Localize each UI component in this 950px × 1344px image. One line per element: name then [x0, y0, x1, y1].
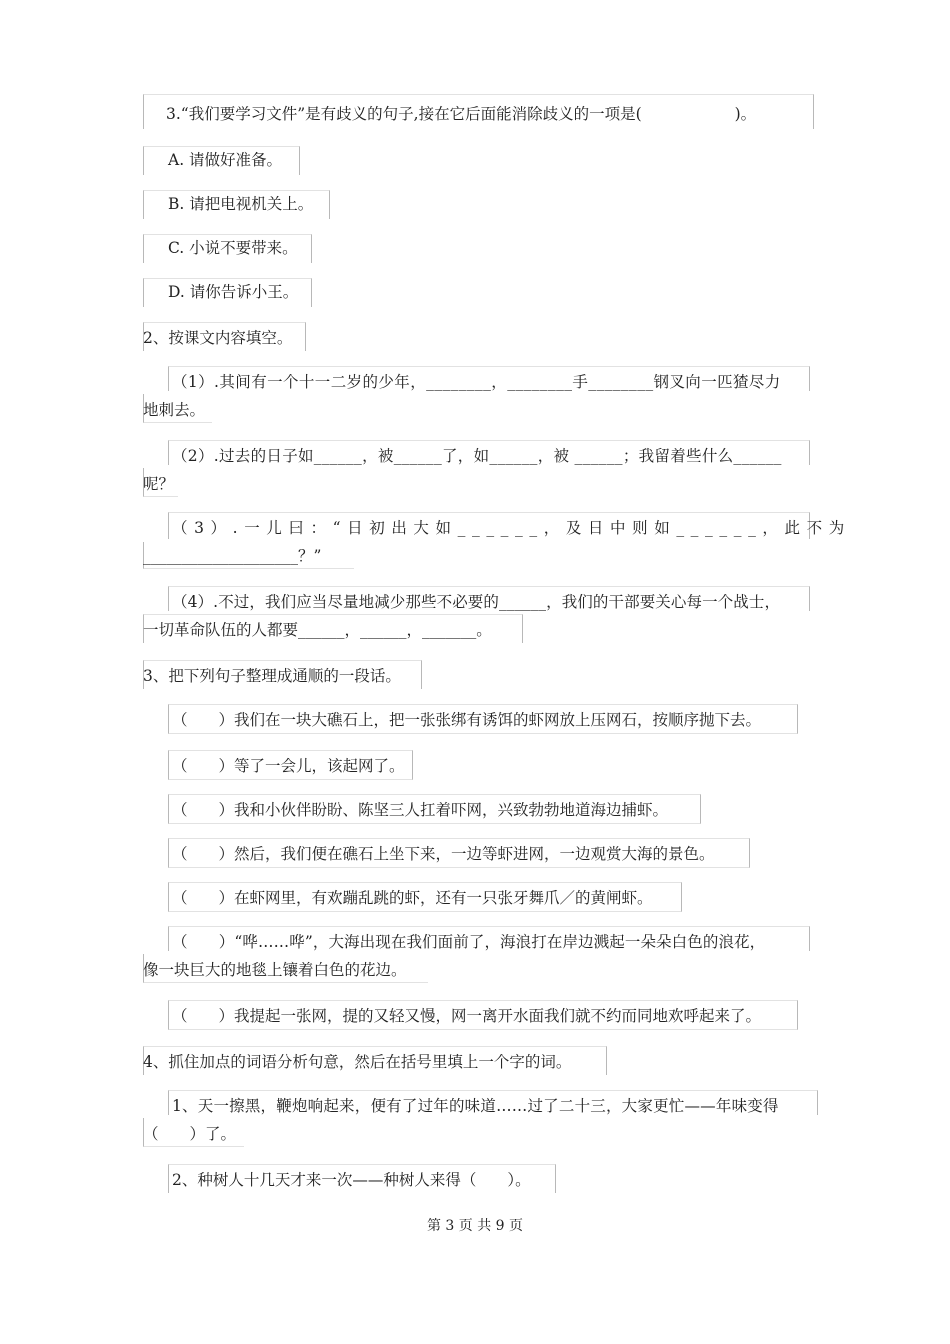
section3-item2: （ ）等了一会儿，该起网了。 [172, 757, 405, 775]
section3-item5: （ ）在虾网里，有欢蹦乱跳的虾，还有一只张牙舞爪／的黄闸虾。 [172, 889, 653, 907]
q3-option-d[interactable]: D. 请你告诉小王。 [168, 283, 299, 301]
section4-item2: 2、种树人十几天才来一次——种树人来得（ ）。 [172, 1171, 531, 1189]
section2-item2-line1: （2）.过去的日子如______，被______了，如______，被 ______；我留着些什么______ [172, 447, 782, 465]
q3-option-b[interactable]: B. 请把电视机关上。 [168, 195, 314, 213]
q3-option-a[interactable]: A. 请做好准备。 [168, 151, 283, 169]
section3-item6: （ ）“哗……哗”，大海出现在我们面前了，海浪打在岸边溅起一朵朵白色的浪花， [172, 933, 766, 951]
section3-heading: 3、把下列句子整理成通顺的一段话。 [143, 667, 401, 685]
section2-item4-line2: 一切革命队伍的人都要______，______，_______。 [143, 621, 492, 639]
section4-item1-line1: 1、天一擦黑，鞭炮响起来，便有了过年的味道……过了二十三，大家更忙——年味变得 [172, 1097, 779, 1115]
section2-item2-line2: 呢？ [143, 475, 175, 493]
q3-stem: 3.“我们要学习文件”是有歧义的句子,接在它后面能消除歧义的一项是( )。 [166, 105, 757, 123]
section3-item3: （ ）我和小伙伴盼盼、陈坚三人扛着吓网，兴致勃勃地道海边捕虾。 [172, 801, 669, 819]
section2-item4-line1: （4）.不过，我们应当尽量地减少那些不必要的______，我们的干部要关心每一个战士， [172, 593, 781, 611]
section2-item1-line1: （1）.其间有一个十一二岁的少年，________，________手________钢叉向一匹猹尽力 [172, 373, 781, 391]
section3-item7: （ ）我提起一张网，提的又轻又慢，网一离开水面我们就不约而同地欢呼起来了。 [172, 1007, 762, 1025]
section2-item1-line2: 地刺去。 [143, 401, 206, 419]
section2-item3-line1: （3）.一儿曰：“日初出大如______，及日中则如______，此不为 [172, 519, 851, 537]
q3-option-c[interactable]: C. 小说不要带来。 [168, 239, 298, 257]
section2-item3-line2: ____________________？” [143, 547, 322, 565]
page-number-footer: 第 3 页 共 9 页 [426, 1218, 524, 1234]
section2-heading: 2、按课文内容填空。 [143, 329, 293, 347]
section4-item1-line2: （ ）了。 [143, 1125, 237, 1143]
section3-item4: （ ）然后，我们便在礁石上坐下来，一边等虾进网，一边观赏大海的景色。 [172, 845, 715, 863]
section3-item6-cont: 像一块巨大的地毯上镶着白色的花边。 [143, 961, 407, 979]
section4-heading: 4、抓住加点的词语分析句意，然后在括号里填上一个字的词。 [143, 1053, 572, 1071]
section3-item1: （ ）我们在一块大礁石上，把一张张绑有诱饵的虾网放上压网石，按顺序抛下去。 [172, 711, 762, 729]
